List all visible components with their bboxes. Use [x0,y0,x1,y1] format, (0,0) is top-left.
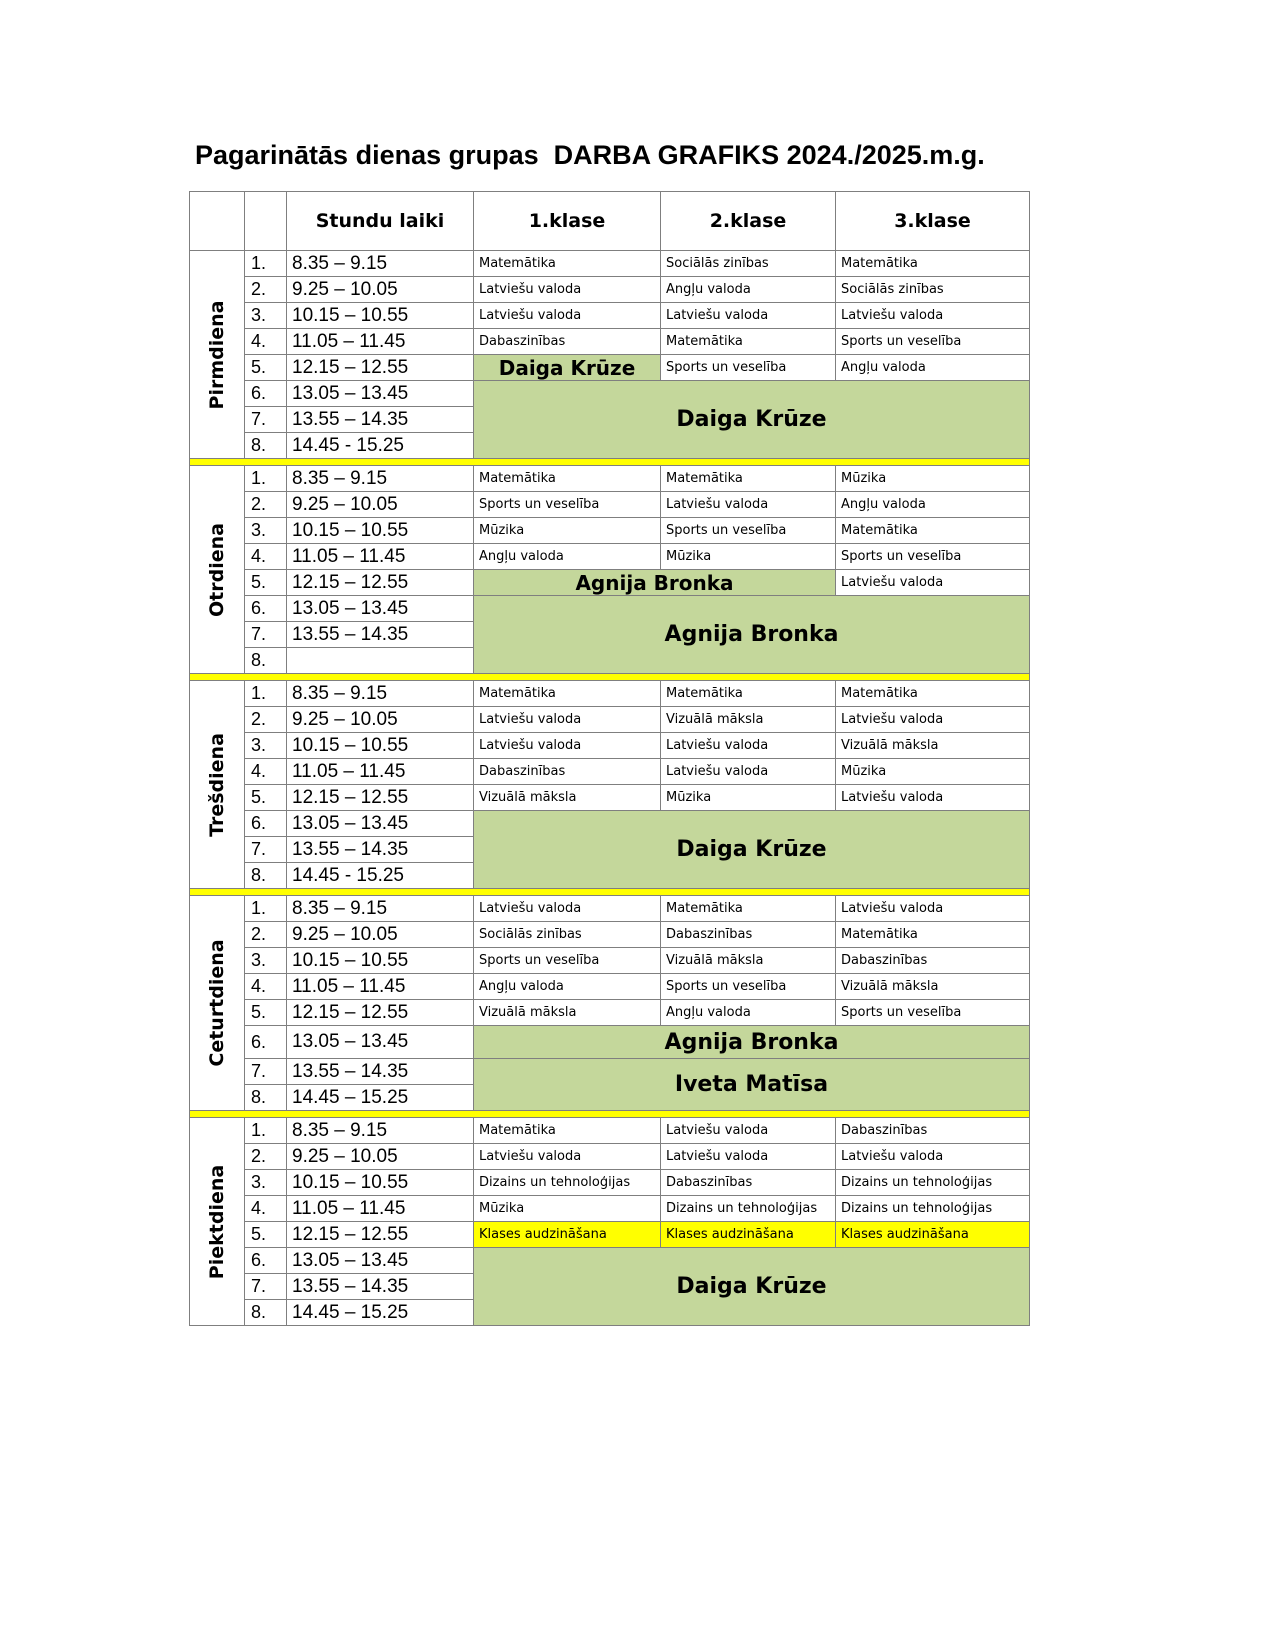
subject-cell: Dizains un tehnoloģijas [474,1170,661,1196]
table-row [190,1170,1030,1196]
lesson-time: 13.05 – 13.45 [287,1026,474,1059]
lesson-time: 10.15 – 10.55 [287,948,474,974]
subject-cell: Matemātika [474,681,661,707]
table-row [190,1026,1030,1059]
subject-cell: Vizuālā māksla [661,948,836,974]
lesson-time: 9.25 – 10.05 [287,707,474,733]
day-separator [190,1111,1030,1118]
lesson-time: 13.55 – 14.35 [287,837,474,863]
lesson-time: 12.15 – 12.55 [287,1222,474,1248]
table-row [190,329,1030,355]
table-row [190,896,1030,922]
day-separator [190,459,1030,466]
lesson-time: 10.15 – 10.55 [287,303,474,329]
lesson-time: 8.35 – 9.15 [287,896,474,922]
subject-cell: Matemātika [661,681,836,707]
teacher-block: Agnija Bronka [474,1026,1030,1059]
day-separator-bar [190,889,1030,896]
lesson-number: 8. [245,648,287,674]
subject-cell: Angļu valoda [474,974,661,1000]
lesson-number: 5. [245,570,287,596]
lesson-number: 3. [245,1170,287,1196]
subject-cell: Vizuālā māksla [474,1000,661,1026]
table-row [190,492,1030,518]
teacher-block: Daiga Krūze [474,811,1030,889]
lesson-number: 6. [245,596,287,622]
teacher-block: Iveta Matīsa [474,1059,1030,1111]
lesson-number: 2. [245,1144,287,1170]
lesson-number: 7. [245,407,287,433]
subject-cell: Mūzika [661,785,836,811]
subject-cell: Mūzika [836,466,1030,492]
subject-cell: Latviešu valoda [836,1144,1030,1170]
table-row [190,707,1030,733]
schedule-table [189,191,1030,1326]
subject-cell: Sports un veselība [836,1000,1030,1026]
lesson-number: 5. [245,355,287,381]
lesson-time: 14.45 – 15.25 [287,1085,474,1111]
subject-cell: Latviešu valoda [836,785,1030,811]
lesson-time: 13.55 – 14.35 [287,1274,474,1300]
lesson-number: 3. [245,948,287,974]
subject-cell: Klases audzināšana [836,1222,1030,1248]
lesson-time: 13.05 – 13.45 [287,1248,474,1274]
lesson-number: 3. [245,518,287,544]
lesson-number: 3. [245,733,287,759]
subject-cell: Dabaszinības [661,922,836,948]
lesson-time: 8.35 – 9.15 [287,681,474,707]
lesson-time: 10.15 – 10.55 [287,1170,474,1196]
subject-cell: Sports un veselība [836,329,1030,355]
lesson-time: 9.25 – 10.05 [287,922,474,948]
table-row [190,251,1030,277]
lesson-number: 6. [245,1026,287,1059]
subject-cell: Matemātika [474,251,661,277]
lesson-time: 11.05 – 11.45 [287,329,474,355]
table-row [190,518,1030,544]
table-row [190,544,1030,570]
day-cell [190,896,245,1111]
subject-cell: Vizuālā māksla [661,707,836,733]
lesson-time: 12.15 – 12.55 [287,785,474,811]
table-row [190,1222,1030,1248]
lesson-number: 5. [245,1222,287,1248]
lesson-time: 8.35 – 9.15 [287,251,474,277]
subject-cell: Latviešu valoda [661,759,836,785]
subject-cell: Latviešu valoda [474,277,661,303]
subject-cell: Matemātika [661,466,836,492]
lesson-time: 13.05 – 13.45 [287,596,474,622]
lesson-time [287,648,474,674]
subject-cell: Dizains un tehnoloģijas [836,1170,1030,1196]
day-name: Ceturtdiena [206,939,228,1067]
lesson-time: 8.35 – 9.15 [287,1118,474,1144]
subject-cell: Sports un veselība [661,355,836,381]
subject-cell: Latviešu valoda [836,570,1030,596]
subject-cell: Latviešu valoda [474,896,661,922]
lesson-time: 11.05 – 11.45 [287,759,474,785]
lesson-number: 3. [245,303,287,329]
subject-cell: Sociālās zinības [474,922,661,948]
lesson-time: 13.55 – 14.35 [287,407,474,433]
subject-cell: Dabaszinības [836,1118,1030,1144]
lesson-time: 12.15 – 12.55 [287,1000,474,1026]
day-name: Piektdiena [206,1164,228,1279]
subject-cell: Latviešu valoda [474,707,661,733]
subject-cell: Latviešu valoda [661,303,836,329]
day-separator-bar [190,1111,1030,1118]
table-row [190,1144,1030,1170]
table-row [190,1059,1030,1085]
subject-cell: Dabaszinības [661,1170,836,1196]
lesson-number: 4. [245,974,287,1000]
lesson-number: 2. [245,277,287,303]
subject-cell: Vizuālā māksla [836,974,1030,1000]
lesson-time: 8.35 – 9.15 [287,466,474,492]
subject-cell: Latviešu valoda [661,1118,836,1144]
lesson-number: 1. [245,251,287,277]
lesson-number: 4. [245,759,287,785]
lesson-number: 8. [245,863,287,889]
subject-cell: Latviešu valoda [836,303,1030,329]
table-row [190,811,1030,837]
lesson-time: 11.05 – 11.45 [287,974,474,1000]
lesson-time: 14.45 - 15.25 [287,433,474,459]
day-separator [190,889,1030,896]
lesson-time: 11.05 – 11.45 [287,1196,474,1222]
subject-cell: Mūzika [474,1196,661,1222]
lesson-time: 10.15 – 10.55 [287,733,474,759]
lesson-number: 6. [245,381,287,407]
table-row [190,355,1030,381]
table-row [190,974,1030,1000]
teacher-block: Daiga Krūze [474,355,661,381]
lesson-time: 13.55 – 14.35 [287,622,474,648]
header-times: Stundu laiki [287,192,474,251]
header-class-3: 3.klase [836,192,1030,251]
day-separator-bar [190,459,1030,466]
lesson-number: 4. [245,329,287,355]
lesson-time: 11.05 – 11.45 [287,544,474,570]
table-row [190,681,1030,707]
lesson-number: 7. [245,1274,287,1300]
lesson-time: 9.25 – 10.05 [287,277,474,303]
subject-cell: Matemātika [836,518,1030,544]
subject-cell: Vizuālā māksla [474,785,661,811]
subject-cell: Sociālās zinības [661,251,836,277]
table-row [190,1000,1030,1026]
subject-cell: Sports un veselība [661,518,836,544]
lesson-time: 12.15 – 12.55 [287,570,474,596]
lesson-number: 1. [245,896,287,922]
teacher-block: Agnija Bronka [474,570,836,596]
table-row [190,466,1030,492]
lesson-time: 14.45 - 15.25 [287,863,474,889]
subject-cell: Angļu valoda [474,544,661,570]
subject-cell: Mūzika [474,518,661,544]
lesson-number: 7. [245,1059,287,1085]
subject-cell: Matemātika [836,922,1030,948]
page-title: Pagarinātās dienas grupas DARBA GRAFIKS 2024./2025.m.g. [195,140,985,170]
header-class-2: 2.klase [661,192,836,251]
subject-cell: Sports un veselība [836,544,1030,570]
lesson-number: 5. [245,785,287,811]
subject-cell: Sociālās zinības [836,277,1030,303]
subject-cell: Matemātika [474,466,661,492]
lesson-number: 6. [245,1248,287,1274]
subject-cell: Matemātika [836,681,1030,707]
lesson-number: 8. [245,433,287,459]
day-cell [190,681,245,889]
subject-cell: Dabaszinības [474,759,661,785]
header-num-cell [245,192,287,251]
lesson-number: 6. [245,811,287,837]
header-row [190,192,1030,251]
lesson-time: 10.15 – 10.55 [287,518,474,544]
table-row [190,948,1030,974]
lesson-number: 2. [245,707,287,733]
lesson-number: 4. [245,544,287,570]
lesson-number: 2. [245,922,287,948]
day-name: Otrdiena [206,522,228,617]
lesson-time: 13.55 – 14.35 [287,1059,474,1085]
subject-cell: Latviešu valoda [836,896,1030,922]
table-row [190,277,1030,303]
subject-cell: Latviešu valoda [661,1144,836,1170]
table-row [190,733,1030,759]
subject-cell: Klases audzināšana [474,1222,661,1248]
day-separator-bar [190,674,1030,681]
lesson-number: 4. [245,1196,287,1222]
lesson-number: 1. [245,466,287,492]
subject-cell: Matemātika [474,1118,661,1144]
subject-cell: Dizains un tehnoloģijas [661,1196,836,1222]
subject-cell: Dabaszinības [474,329,661,355]
table-row [190,570,1030,596]
lesson-number: 1. [245,1118,287,1144]
subject-cell: Mūzika [661,544,836,570]
day-cell [190,251,245,459]
subject-cell: Sports un veselība [474,948,661,974]
subject-cell: Angļu valoda [836,355,1030,381]
subject-cell: Klases audzināšana [661,1222,836,1248]
subject-cell: Latviešu valoda [661,733,836,759]
lesson-number: 8. [245,1300,287,1326]
teacher-block: Daiga Krūze [474,381,1030,459]
table-row [190,759,1030,785]
subject-cell: Dabaszinības [836,948,1030,974]
day-separator [190,674,1030,681]
subject-cell: Sports un veselība [661,974,836,1000]
subject-cell: Angļu valoda [661,1000,836,1026]
lesson-time: 12.15 – 12.55 [287,355,474,381]
lesson-number: 1. [245,681,287,707]
day-name: Trešdiena [206,732,228,837]
day-name: Pirmdiena [206,300,228,409]
lesson-number: 7. [245,837,287,863]
lesson-number: 5. [245,1000,287,1026]
teacher-block: Agnija Bronka [474,596,1030,674]
subject-cell: Latviešu valoda [661,492,836,518]
table-row [190,1248,1030,1274]
lesson-time: 13.05 – 13.45 [287,811,474,837]
subject-cell: Latviešu valoda [474,1144,661,1170]
lesson-time: 14.45 – 15.25 [287,1300,474,1326]
lesson-number: 7. [245,622,287,648]
day-cell [190,1118,245,1326]
subject-cell: Matemātika [661,329,836,355]
subject-cell: Sports un veselība [474,492,661,518]
header-day-cell [190,192,245,251]
table-row [190,1196,1030,1222]
lesson-number: 2. [245,492,287,518]
lesson-time: 13.05 – 13.45 [287,381,474,407]
table-row [190,922,1030,948]
teacher-block: Daiga Krūze [474,1248,1030,1326]
table-row [190,596,1030,622]
lesson-time: 9.25 – 10.05 [287,492,474,518]
subject-cell: Matemātika [836,251,1030,277]
subject-cell: Angļu valoda [836,492,1030,518]
subject-cell: Mūzika [836,759,1030,785]
day-cell [190,466,245,674]
subject-cell: Latviešu valoda [474,303,661,329]
subject-cell: Matemātika [661,896,836,922]
lesson-time: 9.25 – 10.05 [287,1144,474,1170]
subject-cell: Angļu valoda [661,277,836,303]
table-row [190,1118,1030,1144]
table-row [190,303,1030,329]
lesson-number: 8. [245,1085,287,1111]
table-row [190,381,1030,407]
subject-cell: Dizains un tehnoloģijas [836,1196,1030,1222]
header-class-1: 1.klase [474,192,661,251]
table-row [190,785,1030,811]
subject-cell: Latviešu valoda [836,707,1030,733]
subject-cell: Vizuālā māksla [836,733,1030,759]
subject-cell: Latviešu valoda [474,733,661,759]
